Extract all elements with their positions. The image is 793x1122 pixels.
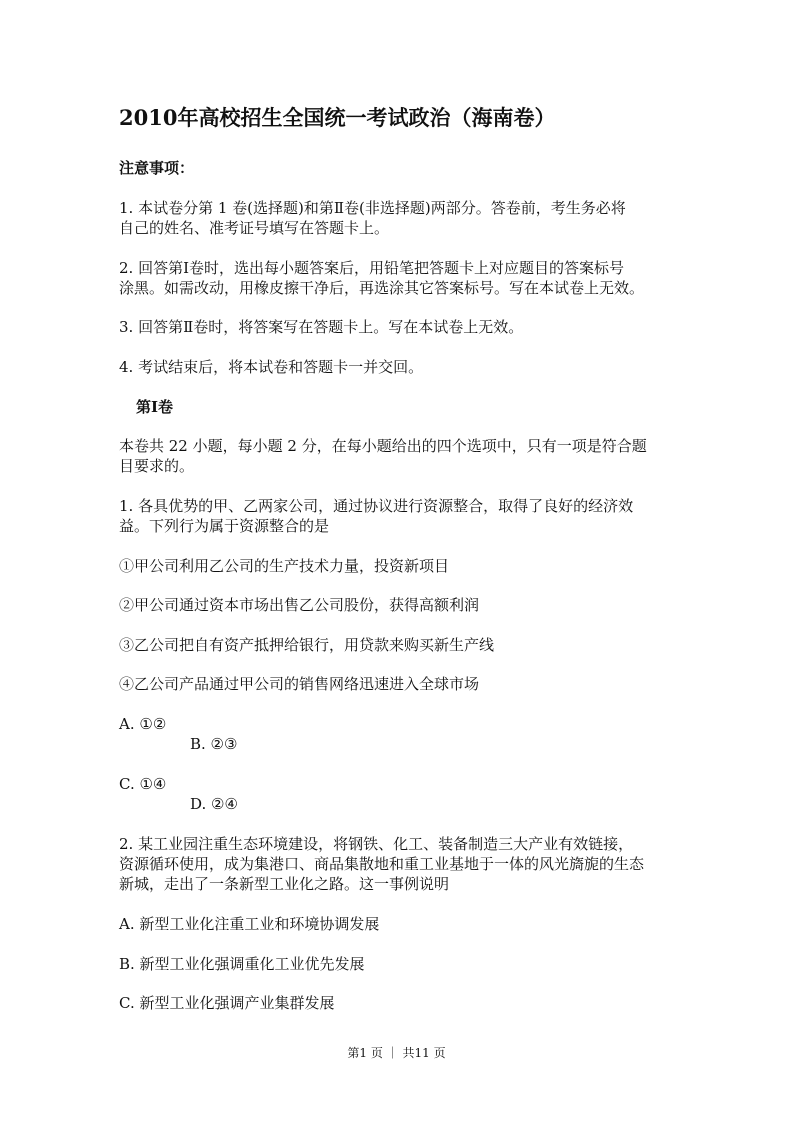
q2-stem-line-1: 2. 某工业园注重生态环境建设，将钢铁、化工、装备制造三大产业有效链接， — [119, 835, 634, 853]
q1-stem-line-2: 益。下列行为属于资源整合的是 — [119, 517, 330, 535]
notice-2-line-2: 涂黑。如需改动，用橡皮擦干净后，再选涂其它答案标号。写在本试卷上无效。 — [119, 279, 645, 297]
q1-option-a: A. ①② — [119, 715, 167, 733]
notice-1-line-1: 1. 本试卷分第 1 卷(选择题)和第Ⅱ卷(非选择题)两部分。答卷前，考生务必将 — [119, 199, 626, 217]
section-intro-line-2: 目要求的。 — [119, 457, 195, 475]
q2-option-b: B. 新型工业化强调重化工业优先发展 — [119, 955, 365, 973]
q1-item-2: ②甲公司通过资本市场出售乙公司股份，获得高额利润 — [119, 596, 480, 614]
q1-stem-line-1: 1. 各具优势的甲、乙两家公司，通过协议进行资源整合，取得了良好的经济效 — [119, 497, 634, 515]
q1-item-3: ③乙公司把自有资产抵押给银行，用贷款来购买新生产线 — [119, 636, 495, 654]
notice-3: 3. 回答第Ⅱ卷时，将答案写在答题卡上。写在本试卷上无效。 — [119, 318, 524, 336]
section-intro-line-1: 本卷共 22 小题，每小题 2 分，在每小题给出的四个选项中，只有一项是符合题 — [119, 437, 647, 455]
notice-1-line-2: 自己的姓名、准考证号填写在答题卡上。 — [119, 219, 390, 237]
q1-item-1: ①甲公司利用乙公司的生产技术力量，投资新项目 — [119, 557, 450, 575]
q2-option-c: C. 新型工业化强调产业集群发展 — [119, 994, 335, 1012]
q1-option-d: D. ②④ — [190, 795, 238, 813]
q1-option-c: C. ①④ — [119, 775, 167, 793]
section-heading: 第Ⅰ卷 — [136, 398, 174, 416]
notice-2-line-1: 2. 回答第Ⅰ卷时，选出每小题答案后，用铅笔把答题卡上对应题目的答案标号 — [119, 259, 625, 277]
q1-item-4: ④乙公司产品通过甲公司的销售网络迅速进入全球市场 — [119, 675, 480, 693]
q1-option-b: B. ②③ — [190, 735, 238, 753]
q2-stem-line-2: 资源循环使用，成为集港口、商品集散地和重工业基地于一体的风光旖旎的生态 — [119, 855, 645, 873]
page-footer: 第1 页 ｜ 共11 页 — [347, 1046, 446, 1060]
q2-stem-line-3: 新城，走出了一条新型工业化之路。这一事例说明 — [119, 875, 450, 893]
notice-heading: 注意事项： — [119, 159, 195, 177]
notice-4: 4. 考试结束后，将本试卷和答题卡一并交回。 — [119, 358, 424, 376]
q2-option-a: A. 新型工业化注重工业和环境协调发展 — [119, 915, 380, 933]
page-title: 2010年高校招生全国统一考试政治（海南卷） — [119, 105, 556, 130]
